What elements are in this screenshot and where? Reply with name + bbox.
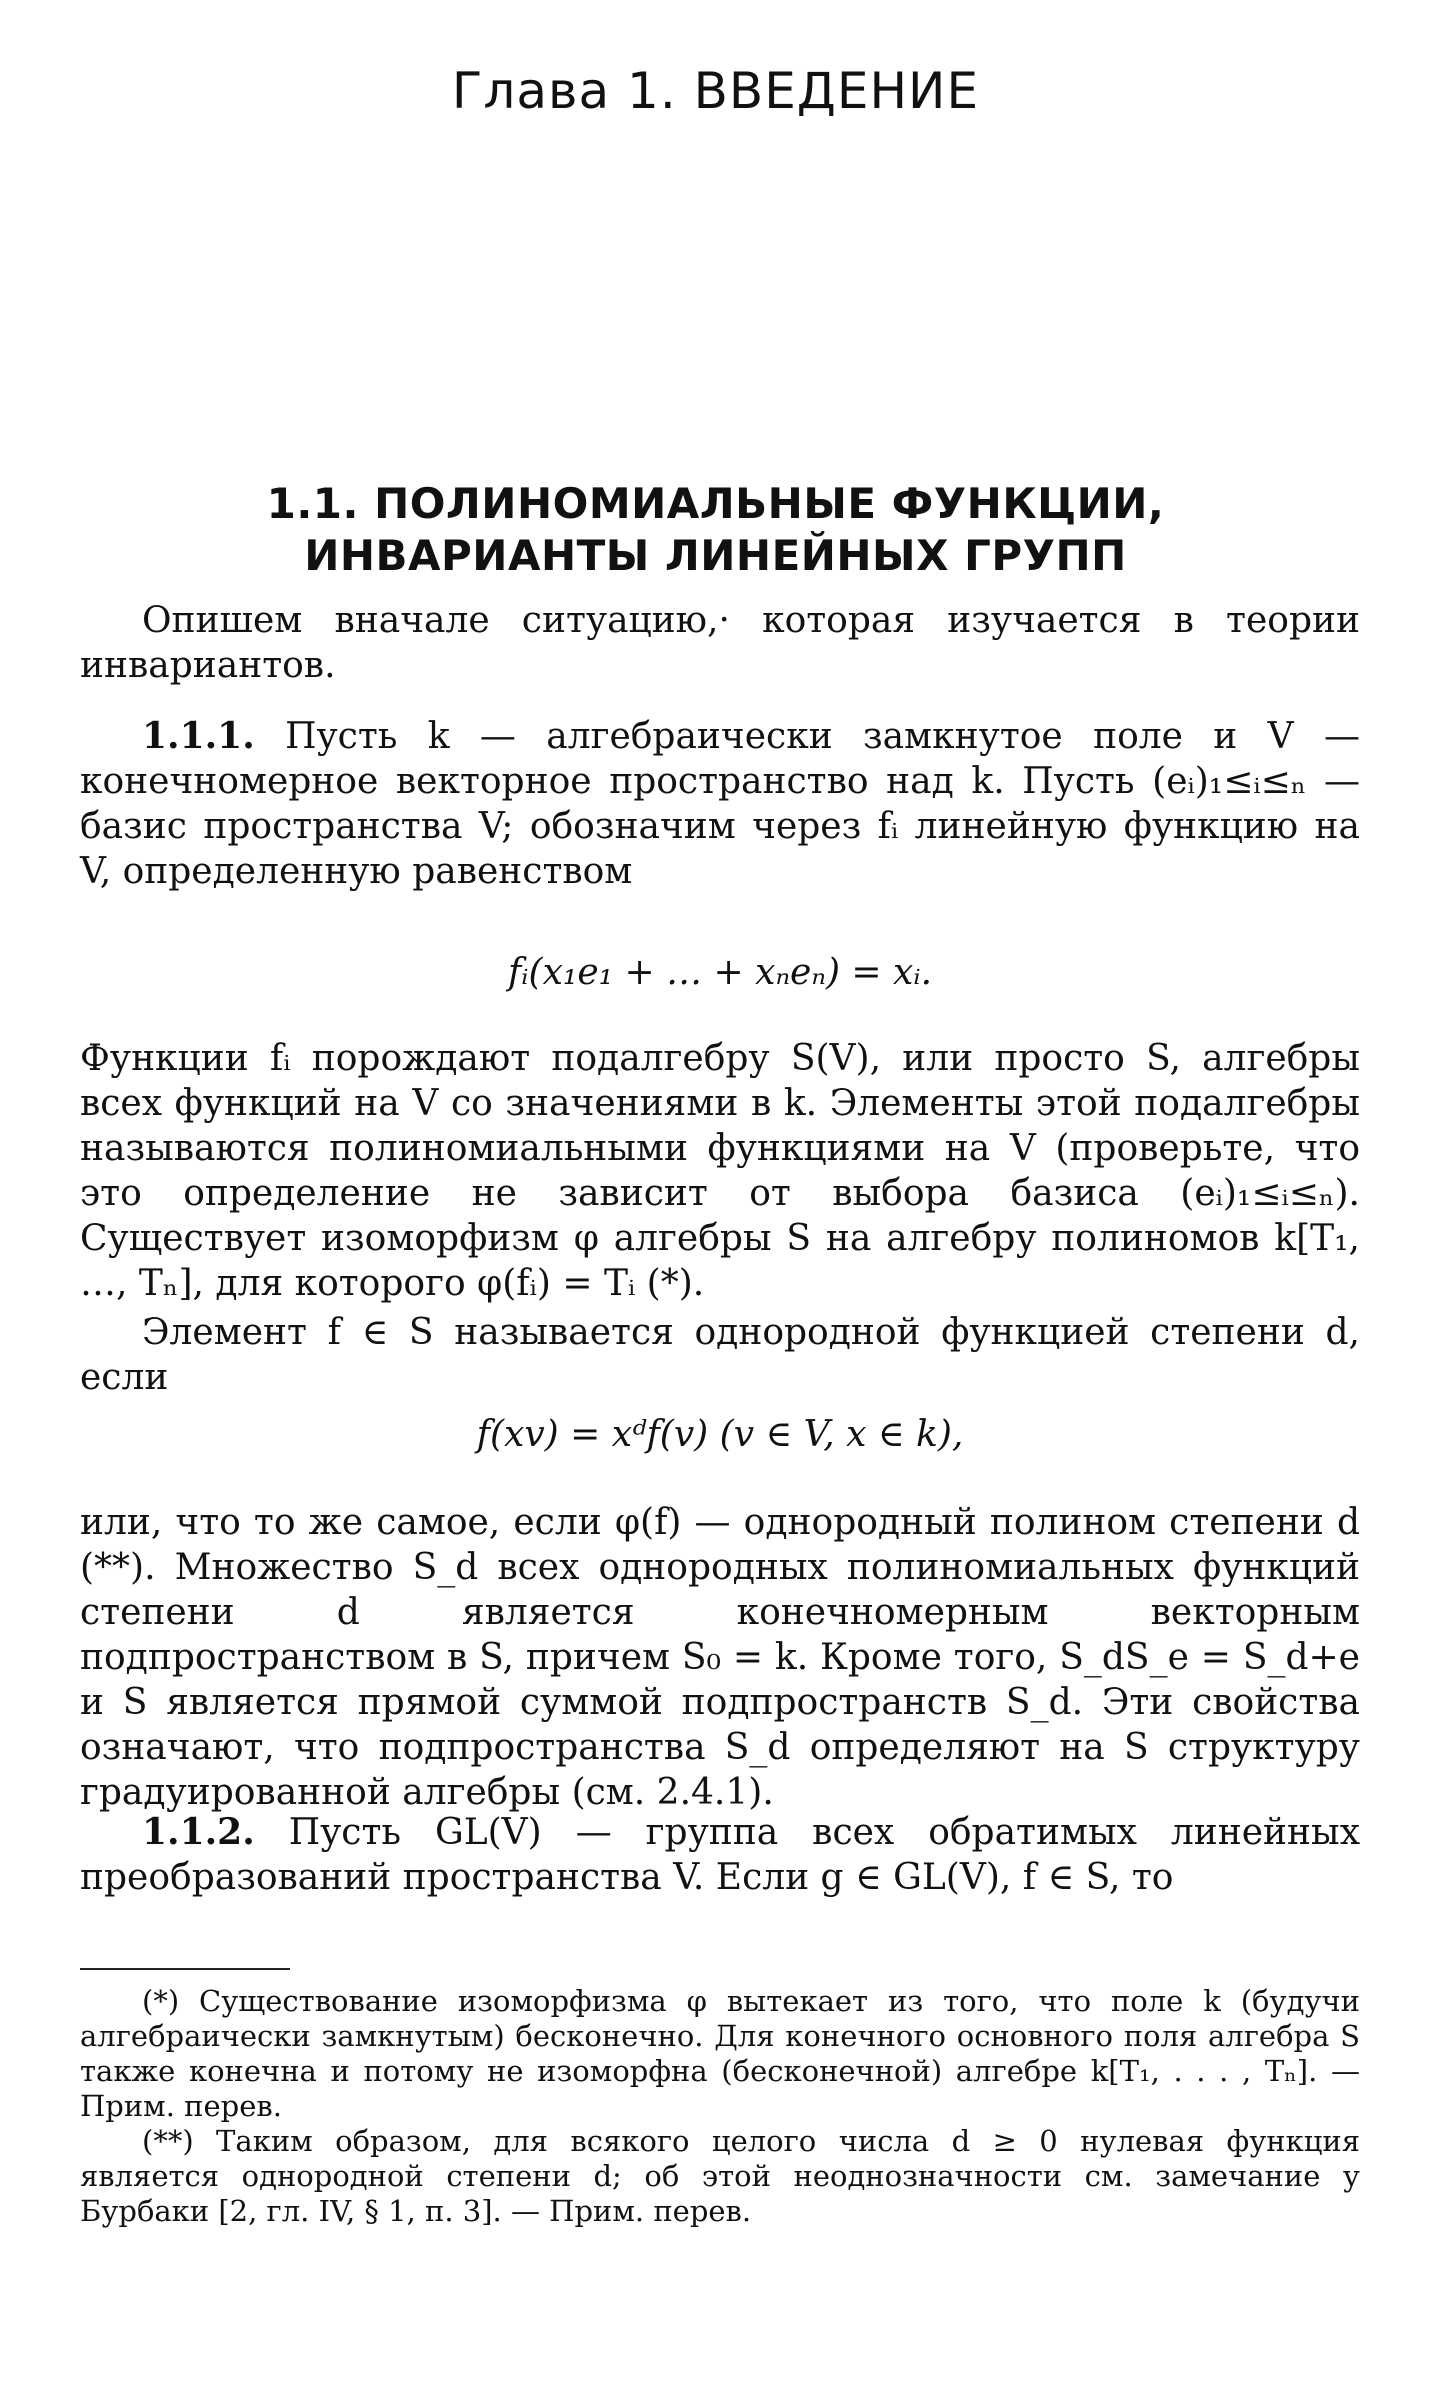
section-title [0,478,1431,582]
paragraph-graded-algebra [80,1500,1360,1815]
polynomial-functions-text: Функции fᵢ порождают подалгебру S(V), или просто S, алгебры всех функций на V со значениями в k. Элементы этой подалгебры называются полиномиальными функциями на V (проверьте, что это определение не зависит от выбора базиса (eᵢ)₁≤ᵢ≤ₙ). Существует изоморфизм φ алгебры S на алгебру полиномов k[T₁, …, Tₙ], для которого φ(fᵢ) = Tᵢ (*). [80,1038,1360,1304]
footnote-divider [80,1968,290,1970]
paragraph-number: 1.1.1. [142,715,255,757]
footnote-1-text: (*) Существование изоморфизма φ вытекает из того, что поле k (будучи алгебраически замкнутым) бесконечно. Для конечного основного поля алгебра S также конечна и потому не изоморфна (бесконечной) алгебре k[T₁, . . . , Tₙ]. — Прим. перев. [80,1984,1360,2123]
paragraph-polynomial-functions [80,1036,1360,1306]
paragraph-1-1-2-body [80,1810,1360,1900]
paragraph-homogeneous [80,1310,1360,1400]
footnote-2-text: (**) Таким образом, для всякого целого числа d ≥ 0 нулевая функция является однородной степени d; об этой неоднозначности см. замечание у Бурбаки [2, гл. IV, § 1, п. 3]. — Прим. перев. [80,2124,1360,2228]
homogeneous-text: Элемент f ∈ S называется однородной функцией степени d, если [80,1312,1360,1398]
paragraph-1-1-1 [80,714,1360,894]
intro-text: Опишем вначале ситуацию,· которая изучается в теории инвариантов. [80,600,1360,686]
paragraph-number: 1.1.2. [142,1811,255,1853]
paragraph-1-1-1-body [80,714,1360,894]
formula-coordinate-function: fᵢ(x₁e₁ + … + xₙeₙ) = xᵢ. [507,952,933,993]
formula-homogeneity: f(xv) = xᵈf(v) (v ∈ V, x ∈ k), [476,1414,964,1455]
paragraph-1-1-2 [80,1810,1360,1900]
chapter-title: Глава 1. ВВЕДЕНИЕ [451,62,980,120]
paragraph-text: Пусть k — алгебраически замкнутое поле и V — конечномерное векторное пространство над k. Пусть (eᵢ)₁≤ᵢ≤ₙ — базис пространства V; обозначим через fᵢ линейную функцию на V, определенную равенством [80,716,1360,892]
section-title-line-2: ИНВАРИАНТЫ ЛИНЕЙНЫХ ГРУПП [304,531,1127,580]
paragraph-text: Пусть GL(V) — группа всех обратимых линейных преобразований пространства V. Если g ∈ GL(V), f ∈ S, то [80,1812,1360,1898]
footnote-2 [80,2124,1360,2229]
intro-paragraph [80,598,1360,688]
footnote-1 [80,1984,1360,2124]
section-title-line-1: 1.1. ПОЛИНОМИАЛЬНЫЕ ФУНКЦИИ, [266,479,1165,528]
graded-algebra-text: или, что то же самое, если φ(f) — однородный полином степени d (**). Множество S_d всех однородных полиномиальных функций степени d является конечномерным векторным подпространством в S, причем S₀ = k. Кроме того, S_dS_e = S_d+e и S является прямой суммой подпространств S_d. Эти свойства означают, что подпространства S_d определяют на S структуру градуированной алгебры (см. 2.4.1). [80,1502,1360,1813]
